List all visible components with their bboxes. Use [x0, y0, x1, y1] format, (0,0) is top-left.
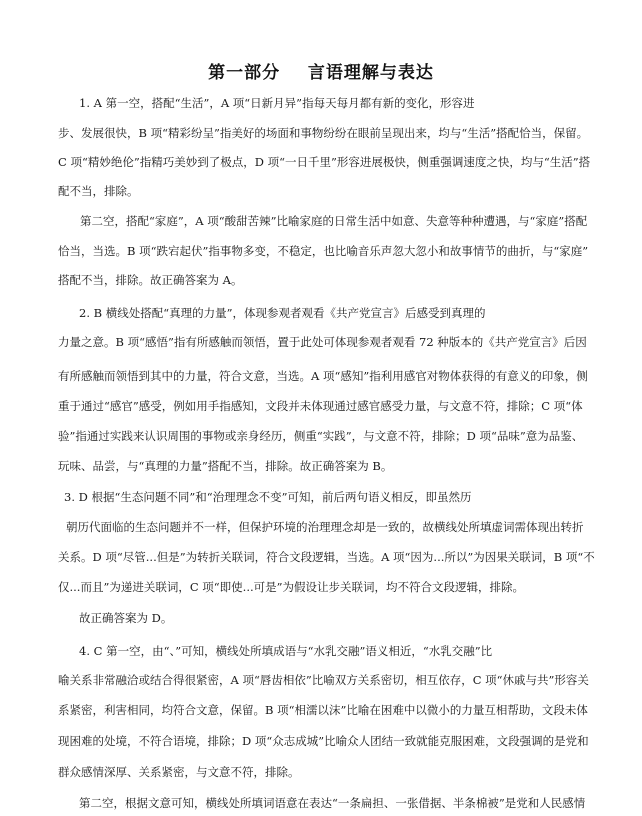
page-title: 第一部分 言语理解与表达: [208, 63, 434, 83]
text-line: 群众感情深厚、关系紧密，与文意不符，排除。: [58, 765, 300, 779]
text-line: 朝历代面临的生态问题并不一样，但保护环境的治理理念却是一致的，故横线处所填虚词需体现出转折: [66, 520, 584, 534]
text-line: C 项“精妙绝伦”指精巧美妙到了极点，D 项“一日千里”形容进展极快，侧重强调速度之快，均与“生活”搭: [58, 155, 591, 169]
text-line: 第二空，搭配“家庭”，A 项“酸甜苦辣”比喻家庭的日常生活中如意、失意等种种遭遇，与“家庭”搭配: [80, 214, 588, 228]
text-line: 现困难的处境，不符合语境，排除；D 项“众志成城”比喻众人团结一致就能克服困难，文段强调的是党和: [58, 734, 589, 748]
text-line: 系紧密，利害相同，均符合文意，保留。B 项“相濡以沫”比喻在困难中以微小的力量互相帮助，文段未体: [58, 703, 588, 717]
text-line: 第二空，根据文意可知，横线处所填词语意在表达“一条扁担、一张借据、半条棉被”是党和人民感情: [79, 796, 586, 810]
text-line: 3. D 根据“生态问题不同”和“治理理念不变”可知，前后两句语义相反，即虽然历: [64, 490, 472, 504]
text-line: 配不当，排除。: [58, 184, 139, 198]
text-line: 仅...而且”为递进关联词，C 项“即使...可是”为假设让步关联词，均不符合文段逻辑，排除。: [58, 580, 525, 594]
text-line: 步、发展很快，B 项“精彩纷呈”指美好的场面和事物纷纷在眼前呈现出来，均与“生活”搭配恰当，保留。: [58, 126, 589, 140]
text-line: 有所感触而领悟到其中的力量，符合文意，当选。A 项“感知”指利用感官对物体获得的有意义的印象，侧: [58, 369, 588, 383]
text-line: 喻关系非常融洽或结合得很紧密，A 项“唇齿相依”比喻双方关系密切，相互依存，C 项“休戚与共”形容关: [58, 673, 589, 687]
text-line: 验”指通过实践来认识周围的事物或亲身经历，侧重“实践”，与文意不符，排除；D 项“品味”意为品鉴、: [58, 429, 584, 443]
text-line: 重于通过“感官”感受，例如用手指感知，文段并未体现通过感官感受力量，与文意不符，排除；C 项“体: [58, 399, 583, 413]
text-line: 搭配不当，排除。故正确答案为 A。: [58, 273, 243, 287]
text-line: 玩味、品尝，与“真理的力量”搭配不当，排除。故正确答案为 B。: [58, 459, 393, 473]
text-line: 恰当，当选。B 项“跌宕起伏”指事物多变，不稳定，也比喻音乐声忽大忽小和故事情节的曲折，与“家庭”: [58, 244, 589, 258]
text-line: 4. C 第一空，由“、”可知，横线处所填成语与“水乳交融”语义相近，“水乳交融”比: [79, 644, 493, 658]
text-line: 力量之意。B 项“感悟”指有所感触而领悟，置于此处可体现参观者观看 72 种版本的《共产党宣言》后因: [58, 335, 587, 349]
text-line: 1. A 第一空，搭配“生活”，A 项“日新月异”指每天每月都有新的变化，形容进: [79, 96, 475, 110]
text-line: 关系。D 项“尽管...但是”为转折关联词，符合文段逻辑，当选。A 项“因为...所以”为因果关联词，B 项“不: [58, 550, 595, 564]
text-line: 故正确答案为 D。: [79, 611, 173, 625]
text-line: 2. B 横线处搭配“真理的力量”，体现参观者观看《共产党宣言》后感受到真理的: [79, 306, 486, 320]
